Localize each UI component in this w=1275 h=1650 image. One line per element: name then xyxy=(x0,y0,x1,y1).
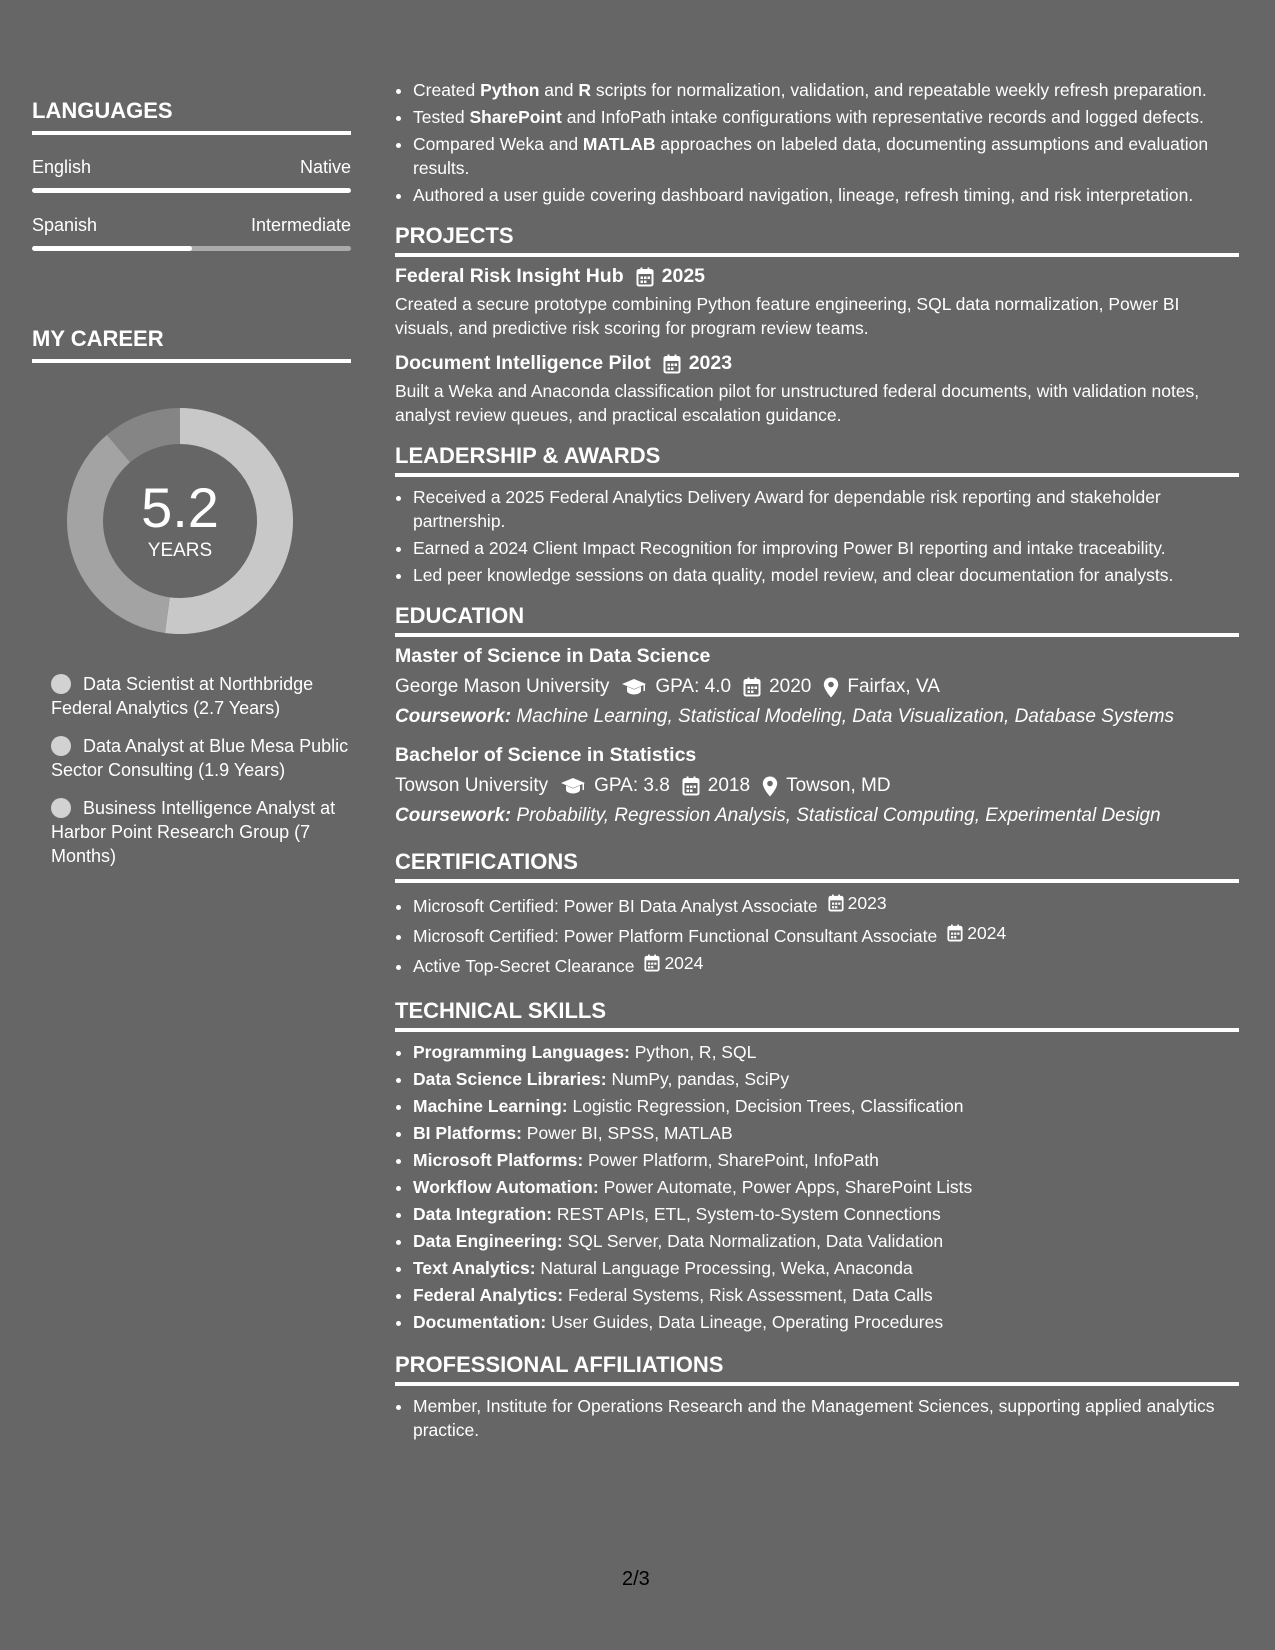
sidebar xyxy=(32,98,351,882)
language-level: Intermediate xyxy=(250,215,351,235)
project-description: Created a secure prototype combining Python feature engineering, SQL data normalization, Power BI visuals, and predictive risk scoring for program review teams. xyxy=(395,294,1180,338)
languages-heading: LANGUAGES xyxy=(32,98,351,135)
coursework-label: Coursework: xyxy=(395,805,512,826)
degree-title: Master of Science in Data Science xyxy=(395,645,711,667)
certifications-heading: CERTIFICATIONS xyxy=(395,849,1239,883)
career-item xyxy=(51,734,351,782)
skill-item xyxy=(413,1310,1239,1334)
affiliation-item: • Member, Institute for Operations Research and the Management Sciences, supporting applied analytics practice. xyxy=(413,1394,1239,1442)
skill-item xyxy=(413,1256,1239,1280)
certification-year: 2024 xyxy=(967,923,1007,943)
certification-year: 2024 xyxy=(664,953,704,973)
certifications-section xyxy=(395,849,1239,978)
graduation-year: 2020 xyxy=(769,676,812,697)
project-title: Federal Risk Insight Hub xyxy=(395,265,624,287)
career-heading: MY CAREER xyxy=(32,326,351,363)
skill-label: Data Engineering: xyxy=(413,1231,563,1251)
career-list xyxy=(51,672,351,868)
career-total-unit: YEARS xyxy=(147,540,213,561)
affiliations-heading: PROFESSIONAL AFFILIATIONS xyxy=(395,1352,1239,1386)
school-location: Fairfax, VA xyxy=(847,676,940,697)
leadership-item: • Earned a 2024 Client Impact Recognition for improving Power BI reporting and intake traceability. xyxy=(413,536,1239,560)
skill-label: Microsoft Platforms: xyxy=(413,1150,584,1170)
skill-value: REST APIs, ETL, System-to-System Connections xyxy=(556,1204,941,1224)
project-description: Built a Weka and Anaconda classification pilot for unstructured federal documents, with validation notes, analyst review queues, and practical escalation guidance. xyxy=(395,381,1200,425)
experience-bullet: • Tested SharePoint and InfoPath intake configurations with representative records and logged defects. xyxy=(413,105,1239,129)
coursework-list: Probability, Regression Analysis, Statistical Computing, Experimental Design xyxy=(516,805,1161,826)
skill-value: Power BI, SPSS, MATLAB xyxy=(526,1123,733,1143)
project-year: 2025 xyxy=(661,265,706,287)
skill-item xyxy=(413,1040,1239,1064)
projects-section xyxy=(395,223,1239,427)
education-entry xyxy=(395,744,1239,827)
language-proficiency-bar xyxy=(32,246,351,251)
leadership-item: • Received a 2025 Federal Analytics Delivery Award for dependable risk reporting and stakeholder partnership. xyxy=(413,485,1239,533)
project-entry xyxy=(395,265,1239,340)
calendar-icon xyxy=(636,267,654,287)
calendar-icon xyxy=(743,677,761,697)
skill-label: Text Analytics: xyxy=(413,1258,536,1278)
graduation-year: 2018 xyxy=(707,775,751,796)
skill-item xyxy=(413,1229,1239,1253)
skill-label: Machine Learning: xyxy=(413,1096,568,1116)
career-item-text: Data Analyst at Blue Mesa Public Sector Consulting (1.9 Years) xyxy=(51,736,349,780)
education-entry xyxy=(395,645,1239,728)
skills-heading: TECHNICAL SKILLS xyxy=(395,998,1239,1032)
legend-dot xyxy=(51,674,71,694)
experience-bullets xyxy=(395,78,1239,207)
skill-label: Documentation: xyxy=(413,1312,547,1332)
graduation-cap-icon xyxy=(560,777,586,795)
skill-value: NumPy, pandas, SciPy xyxy=(611,1069,790,1089)
skill-label: Data Science Libraries: xyxy=(413,1069,607,1089)
gpa: GPA: 3.8 xyxy=(594,775,670,796)
leadership-item: • Led peer knowledge sessions on data quality, model review, and clear documentation for analysts. xyxy=(413,563,1239,587)
career-item xyxy=(51,796,351,868)
skill-item xyxy=(413,1283,1239,1307)
language-name: Spanish xyxy=(32,215,98,235)
location-pin-icon xyxy=(823,677,839,698)
skill-item xyxy=(413,1067,1239,1091)
gpa: GPA: 4.0 xyxy=(655,676,732,697)
project-title: Document Intelligence Pilot xyxy=(395,352,651,374)
skill-label: Programming Languages: xyxy=(413,1042,630,1062)
graduation-cap-icon xyxy=(621,678,647,696)
location-pin-icon xyxy=(762,776,778,797)
leadership-heading: LEADERSHIP & AWARDS xyxy=(395,443,1239,477)
skill-label: Federal Analytics: xyxy=(413,1285,564,1305)
certification-item xyxy=(413,921,1239,948)
career-donut-chart xyxy=(67,408,293,634)
skill-value: User Guides, Data Lineage, Operating Procedures xyxy=(551,1312,944,1332)
project-entry xyxy=(395,352,1239,427)
skill-value: Natural Language Processing, Weka, Anaconda xyxy=(540,1258,913,1278)
language-level: Native xyxy=(299,157,351,177)
language-proficiency-bar xyxy=(32,188,351,193)
skill-item xyxy=(413,1094,1239,1118)
skill-label: Data Integration: xyxy=(413,1204,553,1224)
projects-heading: PROJECTS xyxy=(395,223,1239,257)
skill-value: Python, R, SQL xyxy=(634,1042,757,1062)
experience-bullet: • Created Python and R scripts for normalization, validation, and repeatable weekly refresh preparation. xyxy=(413,78,1239,102)
education-section xyxy=(395,603,1239,827)
legend-dot xyxy=(51,736,71,756)
skill-value: SQL Server, Data Normalization, Data Validation xyxy=(567,1231,944,1251)
coursework-label: Coursework: xyxy=(395,706,512,727)
skill-item xyxy=(413,1121,1239,1145)
skill-value: Power Automate, Power Apps, SharePoint Lists xyxy=(603,1177,973,1197)
leadership-section xyxy=(395,443,1239,587)
career-item-text: Data Scientist at Northbridge Federal Analytics (2.7 Years) xyxy=(51,674,314,718)
skill-value: Power Platform, SharePoint, InfoPath xyxy=(588,1150,879,1170)
education-heading: EDUCATION xyxy=(395,603,1239,637)
calendar-icon xyxy=(663,354,681,374)
skill-item xyxy=(413,1148,1239,1172)
language-proficiency-fill xyxy=(32,188,351,193)
skills-section xyxy=(395,998,1239,1334)
coursework-list: Machine Learning, Statistical Modeling, Data Visualization, Database Systems xyxy=(516,706,1175,727)
calendar-icon xyxy=(947,924,963,942)
page-number: 2/3 xyxy=(622,1568,650,1590)
legend-dot xyxy=(51,798,71,818)
degree-title: Bachelor of Science in Statistics xyxy=(395,744,697,766)
skill-label: BI Platforms: xyxy=(413,1123,522,1143)
certification-name: Microsoft Certified: Power BI Data Analyst Associate xyxy=(413,896,818,916)
certification-item xyxy=(413,891,1239,918)
affiliations-section xyxy=(395,1352,1239,1442)
language-name: English xyxy=(32,157,92,177)
certification-item xyxy=(413,951,1239,978)
skill-item xyxy=(413,1175,1239,1199)
skill-value: Logistic Regression, Decision Trees, Classification xyxy=(572,1096,964,1116)
language-proficiency-fill xyxy=(32,246,192,251)
career-total-years: 5.2 xyxy=(141,476,219,539)
skill-label: Workflow Automation: xyxy=(413,1177,599,1197)
calendar-icon xyxy=(682,776,700,796)
skill-value: Federal Systems, Risk Assessment, Data Calls xyxy=(567,1285,933,1305)
calendar-icon xyxy=(644,954,660,972)
calendar-icon xyxy=(828,894,844,912)
experience-bullet: • Compared Weka and MATLAB approaches on labeled data, documenting assumptions and evaluation results. xyxy=(413,132,1239,180)
certification-name: Active Top-Secret Clearance xyxy=(413,956,635,976)
school-name: Towson University xyxy=(395,775,549,796)
experience-bullet: • Authored a user guide covering dashboard navigation, lineage, refresh timing, and risk interpretation. xyxy=(413,183,1239,207)
language-item xyxy=(32,215,351,251)
school-location: Towson, MD xyxy=(786,775,891,796)
school-name: George Mason University xyxy=(395,676,610,697)
language-item xyxy=(32,157,351,193)
project-year: 2023 xyxy=(688,352,733,374)
certification-name: Microsoft Certified: Power Platform Functional Consultant Associate xyxy=(413,926,938,946)
career-item xyxy=(51,672,351,720)
certification-year: 2023 xyxy=(847,893,887,913)
main-content xyxy=(395,78,1239,1445)
skill-item xyxy=(413,1202,1239,1226)
career-item-text: Business Intelligence Analyst at Harbor Point Research Group (7 Months) xyxy=(51,798,336,866)
